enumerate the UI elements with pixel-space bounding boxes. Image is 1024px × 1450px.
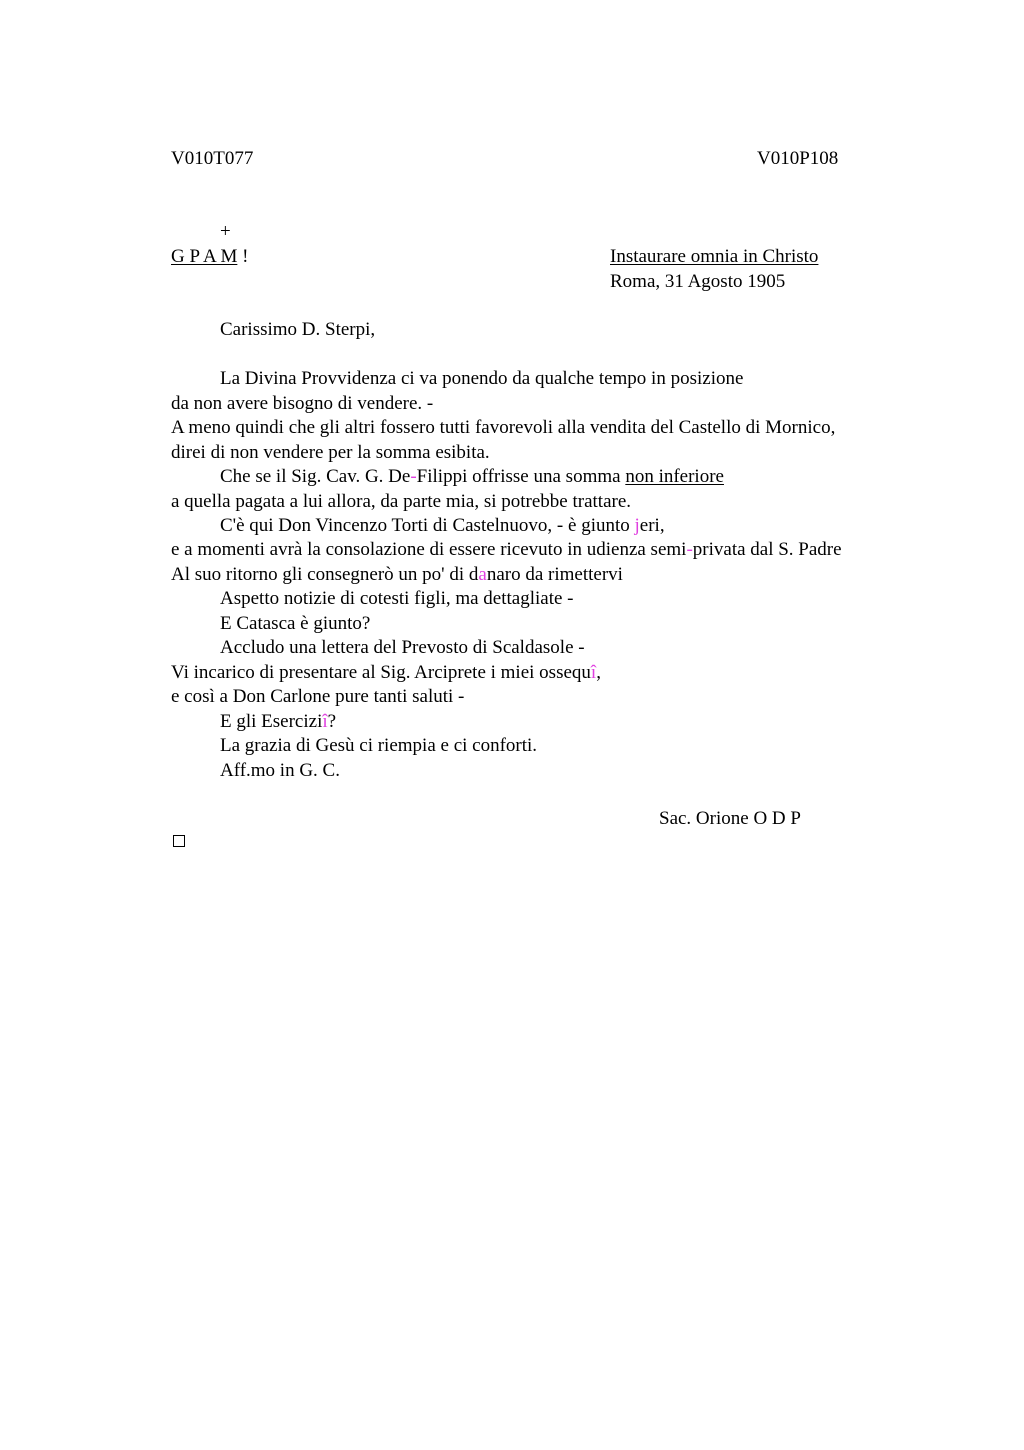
body-line-9-hl: a [478, 564, 487, 585]
doc-code-left: V010T077 [171, 148, 254, 169]
body-line-7-a: C'è qui Don Vincenzo Torti di Castelnuovo, - è giunto [220, 515, 635, 536]
body-line-15-c: ? [327, 711, 337, 732]
salutation: Carissimo D. Sterpi, [220, 319, 376, 340]
body-line-15-a: E gli Esercizi [220, 711, 323, 732]
body-line-7-hl: j [634, 515, 640, 536]
body-line-11: E Catasca è giunto? [220, 613, 371, 634]
cross-symbol: + [220, 221, 231, 242]
body-line-9 [171, 565, 623, 584]
body-line-14: e così a Don Carlone pure tanti saluti - [171, 686, 465, 707]
body-line-9-a: Al suo ritorno gli consegnerò un po' di d [171, 564, 479, 585]
body-line-5-underlined: non inferiore [625, 466, 724, 487]
body-line-13-c: , [596, 662, 601, 683]
body-line-8-hl: - [686, 539, 693, 560]
body-line-5 [220, 467, 724, 486]
signature: Sac. Orione O D P [659, 808, 801, 829]
body-line-3: A meno quindi che gli altri fossero tutti favorevoli alla vendita del Castello di Mornico, [171, 417, 836, 438]
body-line-13 [171, 663, 601, 682]
body-line-8-c: privata dal S. Padre [692, 539, 842, 560]
body-line-2: da non avere bisogno di vendere. - [171, 393, 434, 414]
body-line-13-a: Vi incarico di presentare al Sig. Arciprete i miei ossequ [171, 662, 591, 683]
body-line-5-c: Filippi offrisse una somma [416, 466, 626, 487]
body-line-8-a: e a momenti avrà la consolazione di essere ricevuto in udienza semi [171, 539, 687, 560]
body-line-13-hl: î [590, 662, 597, 683]
end-box-icon [173, 835, 185, 847]
body-line-8 [171, 540, 842, 559]
body-line-10: Aspetto notizie di cotesti figli, ma dettagliate - [220, 588, 574, 609]
body-line-7-c: eri, [639, 515, 665, 536]
motto-left [171, 247, 248, 266]
motto-right: Instaurare omnia in Christo [610, 246, 819, 267]
body-line-15 [220, 712, 336, 731]
body-line-9-c: naro da rimettervi [486, 564, 623, 585]
body-line-5-hl: - [410, 466, 417, 487]
closing: Aff.mo in G. C. [220, 760, 340, 781]
motto-left-punct: ! [237, 246, 249, 267]
place-date: Roma, 31 Agosto 1905 [610, 271, 786, 292]
doc-code-right: V010P108 [757, 148, 839, 169]
body-line-4: direi di non vendere per la somma esibita. [171, 442, 490, 463]
motto-left-text: G P A M [171, 246, 238, 267]
body-line-7 [220, 516, 665, 535]
body-line-15-hl: î [322, 711, 328, 732]
body-line-6: a quella pagata a lui allora, da parte mia, si potrebbe trattare. [171, 491, 632, 512]
body-line-5-a: Che se il Sig. Cav. G. De [220, 466, 411, 487]
body-line-16: La grazia di Gesù ci riempia e ci conforti. [220, 735, 538, 756]
body-line-1: La Divina Provvidenza ci va ponendo da qualche tempo in posizione [220, 368, 744, 389]
body-line-12: Accludo una lettera del Prevosto di Scaldasole - [220, 637, 585, 658]
